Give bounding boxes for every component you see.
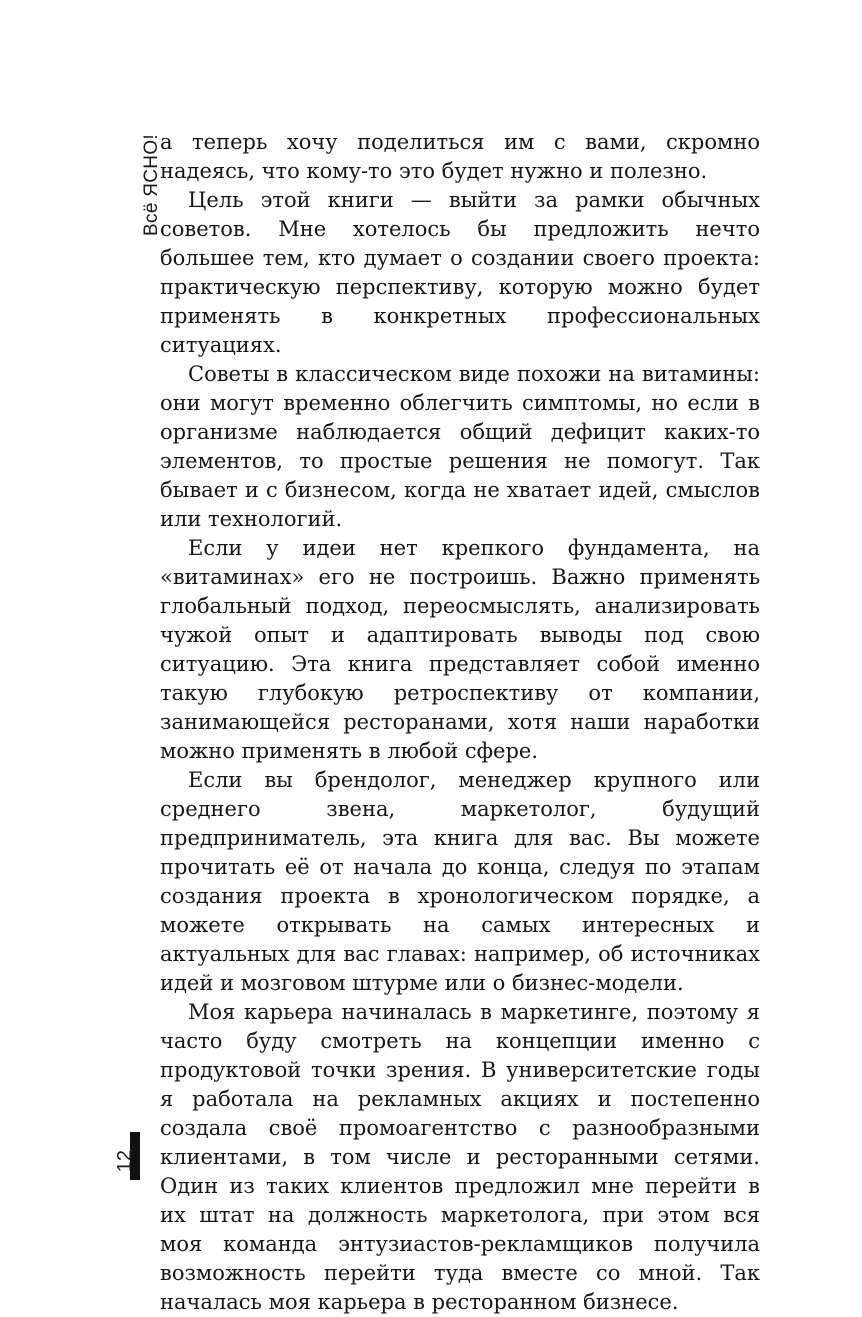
paragraph-4: Если у идеи нет крепкого фундамента, на «витаминах» его не построишь. Важно применять глобальный подход, переосмыслять, анализировать чужой опыт и адаптировать выводы под свою ситуацию. Эта книга представляет собой именно такую глубокую ретроспективу от компании, занимающейся ресторанами, хотя наши наработки можно применять в любой сфере. xyxy=(160,536,760,763)
paragraph-3: Советы в классическом виде похожи на витамины: они могут временно облегчить симптомы, но если в организме наблюдается общий дефицит каких-то элементов, то простые решения не помогут. Так бывает и с бизнесом, когда не хватает идей, смыслов или технологий. xyxy=(160,362,760,531)
paragraph-2: Цель этой книги — выйти за рамки обычных советов. Мне хотелось бы предложить нечто большее тем, кто думает о создании своего проекта: практическую перспективу, которую можно будет применять в конкретных профессиональных ситуациях. xyxy=(160,188,760,357)
body-text xyxy=(160,128,760,1317)
paragraph-1: а теперь хочу поделиться им с вами, скромно надеясь, что кому-то это будет нужно и полезно. xyxy=(160,130,760,183)
running-head: Всё ЯСНО! xyxy=(141,134,162,236)
page-number: 12 xyxy=(114,1150,136,1173)
paragraph-6: Моя карьера начиналась в маркетинге, поэтому я часто буду смотреть на концепции именно с продуктовой точки зрения. В университетские годы я работала на рекламных акциях и постепенно создала своё промоагентство с разнообразными клиентами, в том числе и ресторанными сетями. Один из таких клиентов предложил мне перейти в их штат на должность маркетолога, при этом вся моя команда энтузиастов-рекламщиков получила возможность перейти туда вместе со мной. Так началась моя карьера в ресторанном бизнесе. xyxy=(160,1000,760,1314)
paragraph-5: Если вы брендолог, менеджер крупного или среднего звена, маркетолог, будущий предприниматель, эта книга для вас. Вы можете прочитать её от начала до конца, следуя по этапам создания проекта в хронологическом порядке, а можете открывать на самых интересных и актуальных для вас главах: например, об источниках идей и мозговом штурме или о бизнес-модели. xyxy=(160,768,760,995)
